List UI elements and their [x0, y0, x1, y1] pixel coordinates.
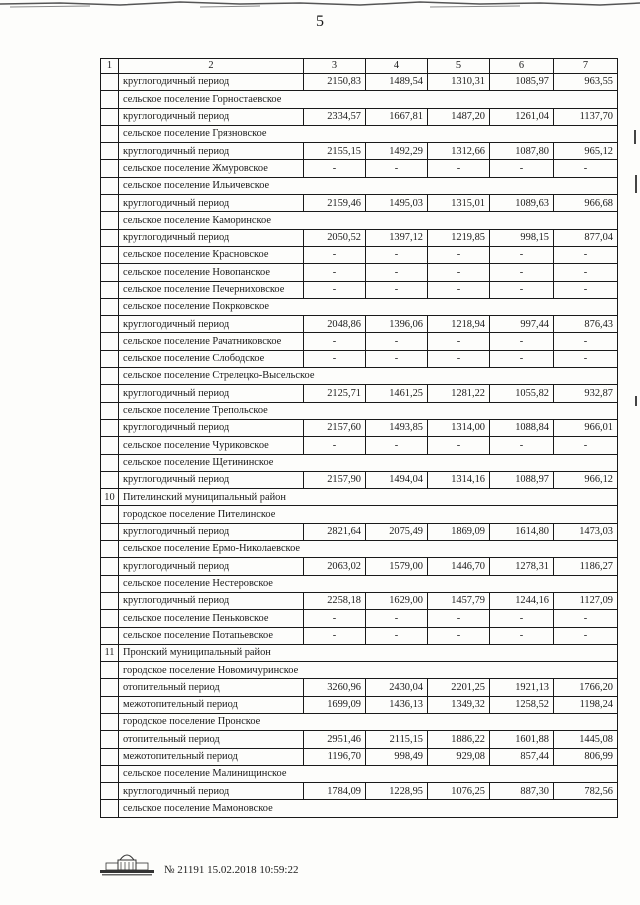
row-number [101, 298, 119, 315]
table-row [101, 679, 618, 696]
scan-mark-right-1 [634, 130, 636, 144]
section-row [101, 177, 618, 194]
row-label: отопительный период [119, 679, 304, 696]
value-cell: - [304, 610, 366, 627]
value-cell: - [554, 627, 618, 644]
row-number [101, 368, 119, 385]
value-cell: 1127,09 [554, 592, 618, 609]
value-cell: 1601,88 [490, 731, 554, 748]
value-cell: - [428, 264, 490, 281]
value-cell: 1921,13 [490, 679, 554, 696]
value-cell: 997,44 [490, 316, 554, 333]
value-cell: - [304, 333, 366, 350]
section-row [101, 125, 618, 142]
section-label: сельское поселение Ермо-Николаевское [119, 541, 618, 558]
row-number [101, 212, 119, 229]
value-cell: - [366, 264, 428, 281]
row-label: сельское поселение Потапьевское [119, 627, 304, 644]
section-row [101, 368, 618, 385]
section-label: Пронский муниципальный район [119, 644, 618, 661]
row-number [101, 91, 119, 108]
row-number [101, 74, 119, 91]
value-cell: 2155,15 [304, 143, 366, 160]
value-cell: 1281,22 [428, 385, 490, 402]
section-label: сельское поселение Мамоновское [119, 800, 618, 817]
value-cell: - [366, 246, 428, 263]
table-row [101, 229, 618, 246]
value-cell: 1446,70 [428, 558, 490, 575]
value-cell: 1196,70 [304, 748, 366, 765]
section-row [101, 489, 618, 506]
value-cell: 1076,25 [428, 783, 490, 800]
row-number [101, 523, 119, 540]
value-cell: 2157,60 [304, 419, 366, 436]
row-label: круглогодичный период [119, 108, 304, 125]
value-cell: 1088,84 [490, 419, 554, 436]
row-label: круглогодичный период [119, 316, 304, 333]
section-label: городское поселение Пронское [119, 713, 618, 730]
value-cell: - [428, 437, 490, 454]
value-cell: 1244,16 [490, 592, 554, 609]
value-cell: 2334,57 [304, 108, 366, 125]
row-number [101, 143, 119, 160]
value-cell: 1261,04 [490, 108, 554, 125]
section-label: сельское поселение Трепольское [119, 402, 618, 419]
value-cell: 1495,03 [366, 195, 428, 212]
row-number [101, 592, 119, 609]
value-cell: 1186,27 [554, 558, 618, 575]
table-row [101, 558, 618, 575]
table-row [101, 316, 618, 333]
section-label: городское поселение Пителинское [119, 506, 618, 523]
value-cell: - [304, 437, 366, 454]
value-cell: 1310,31 [428, 74, 490, 91]
document-registration-id: № 21191 15.02.2018 10:59:22 [164, 864, 299, 876]
value-cell: 1396,06 [366, 316, 428, 333]
value-cell: 1445,08 [554, 731, 618, 748]
value-cell: - [554, 610, 618, 627]
value-cell: 932,87 [554, 385, 618, 402]
value-cell: 998,15 [490, 229, 554, 246]
section-row [101, 298, 618, 315]
section-label: сельское поселение Малинищинское [119, 765, 618, 782]
value-cell: 1055,82 [490, 385, 554, 402]
value-cell: 1314,16 [428, 471, 490, 488]
section-row [101, 800, 618, 817]
value-cell: 806,99 [554, 748, 618, 765]
value-cell: 1228,95 [366, 783, 428, 800]
row-number [101, 610, 119, 627]
row-label: круглогодичный период [119, 195, 304, 212]
value-cell: 1087,80 [490, 143, 554, 160]
section-label: Пителинский муниципальный район [119, 489, 618, 506]
column-header: 4 [366, 59, 428, 74]
row-number [101, 281, 119, 298]
value-cell: 929,08 [428, 748, 490, 765]
value-cell: - [366, 627, 428, 644]
value-cell: 2159,46 [304, 195, 366, 212]
value-cell: - [490, 437, 554, 454]
row-label: круглогодичный период [119, 783, 304, 800]
table-row [101, 74, 618, 91]
row-number [101, 471, 119, 488]
row-label: круглогодичный период [119, 592, 304, 609]
value-cell: 1198,24 [554, 696, 618, 713]
row-label: межотопительный период [119, 748, 304, 765]
value-cell: 965,12 [554, 143, 618, 160]
value-cell: 1315,01 [428, 195, 490, 212]
section-label: сельское поселение Нестеровское [119, 575, 618, 592]
value-cell: - [428, 627, 490, 644]
value-cell: 1258,52 [490, 696, 554, 713]
row-label: сельское поселение Пеньковское [119, 610, 304, 627]
value-cell: - [428, 281, 490, 298]
table-row [101, 783, 618, 800]
value-cell: 1699,09 [304, 696, 366, 713]
table-row [101, 437, 618, 454]
scan-mark-right-3 [635, 396, 637, 406]
value-cell: 2115,15 [366, 731, 428, 748]
column-header: 5 [428, 59, 490, 74]
value-cell: - [366, 281, 428, 298]
section-row [101, 541, 618, 558]
table-row [101, 627, 618, 644]
value-cell: 2157,90 [304, 471, 366, 488]
section-row [101, 662, 618, 679]
value-cell: - [490, 160, 554, 177]
value-cell: - [554, 281, 618, 298]
row-label: отопительный период [119, 731, 304, 748]
value-cell: 857,44 [490, 748, 554, 765]
header-row [101, 59, 618, 74]
value-cell: 1784,09 [304, 783, 366, 800]
row-label: круглогодичный период [119, 523, 304, 540]
value-cell: 966,12 [554, 471, 618, 488]
value-cell: - [554, 333, 618, 350]
row-number [101, 264, 119, 281]
table-row [101, 350, 618, 367]
row-number [101, 748, 119, 765]
value-cell: 1314,00 [428, 419, 490, 436]
row-label: круглогодичный период [119, 385, 304, 402]
table-row [101, 108, 618, 125]
value-cell: 1088,97 [490, 471, 554, 488]
value-cell: - [428, 610, 490, 627]
row-number [101, 437, 119, 454]
value-cell: 2951,46 [304, 731, 366, 748]
row-number [101, 229, 119, 246]
value-cell: 1278,31 [490, 558, 554, 575]
value-cell: - [490, 264, 554, 281]
value-cell: 1493,85 [366, 419, 428, 436]
value-cell: 2258,18 [304, 592, 366, 609]
row-number: 10 [101, 489, 119, 506]
table-row [101, 385, 618, 402]
value-cell: 2201,25 [428, 679, 490, 696]
value-cell: 1397,12 [366, 229, 428, 246]
value-cell: 1489,54 [366, 74, 428, 91]
value-cell: - [554, 437, 618, 454]
table-row [101, 160, 618, 177]
value-cell: 1886,22 [428, 731, 490, 748]
row-number [101, 350, 119, 367]
section-label: сельское поселение Каморинское [119, 212, 618, 229]
value-cell: 1085,97 [490, 74, 554, 91]
row-label: круглогодичный период [119, 74, 304, 91]
row-label: межотопительный период [119, 696, 304, 713]
row-number [101, 679, 119, 696]
table-row [101, 748, 618, 765]
row-label: сельское поселение Жмуровское [119, 160, 304, 177]
tariff-table [100, 58, 618, 818]
page-number: 5 [316, 13, 324, 30]
row-number [101, 696, 119, 713]
section-row [101, 212, 618, 229]
section-label: сельское поселение Грязновское [119, 125, 618, 142]
row-number [101, 731, 119, 748]
row-label: сельское поселение Рачатниковское [119, 333, 304, 350]
row-label: сельское поселение Слободское [119, 350, 304, 367]
row-number [101, 160, 119, 177]
value-cell: 2125,71 [304, 385, 366, 402]
table-body [101, 59, 618, 818]
value-cell: - [554, 246, 618, 263]
table-row [101, 195, 618, 212]
row-label: круглогодичный период [119, 229, 304, 246]
value-cell: 1089,63 [490, 195, 554, 212]
table-row [101, 523, 618, 540]
value-cell: 1349,32 [428, 696, 490, 713]
value-cell: 1218,94 [428, 316, 490, 333]
row-label: сельское поселение Красновское [119, 246, 304, 263]
section-row [101, 454, 618, 471]
section-label: сельское поселение Горностаевское [119, 91, 618, 108]
value-cell: - [490, 610, 554, 627]
value-cell: 963,55 [554, 74, 618, 91]
value-cell: - [304, 246, 366, 263]
section-row [101, 713, 618, 730]
table-row [101, 143, 618, 160]
value-cell: 887,30 [490, 783, 554, 800]
table-row [101, 731, 618, 748]
value-cell: 1436,13 [366, 696, 428, 713]
section-label: сельское поселение Ильичевское [119, 177, 618, 194]
value-cell: - [554, 160, 618, 177]
section-row [101, 402, 618, 419]
section-row [101, 644, 618, 661]
row-label: круглогодичный период [119, 419, 304, 436]
value-cell: - [428, 246, 490, 263]
row-number [101, 662, 119, 679]
value-cell: - [490, 350, 554, 367]
value-cell: 966,68 [554, 195, 618, 212]
section-label: городское поселение Новомичуринское [119, 662, 618, 679]
value-cell: 998,49 [366, 748, 428, 765]
value-cell: - [490, 281, 554, 298]
row-number [101, 316, 119, 333]
row-number [101, 713, 119, 730]
value-cell: 1492,29 [366, 143, 428, 160]
row-number [101, 454, 119, 471]
table-row [101, 592, 618, 609]
value-cell: - [428, 333, 490, 350]
row-number [101, 177, 119, 194]
value-cell: 877,04 [554, 229, 618, 246]
value-cell: 1137,70 [554, 108, 618, 125]
value-cell: - [304, 160, 366, 177]
row-number: 11 [101, 644, 119, 661]
column-header: 3 [304, 59, 366, 74]
row-number [101, 506, 119, 523]
section-label: сельское поселение Щетининское [119, 454, 618, 471]
scan-mark-right-2 [635, 175, 637, 193]
value-cell: - [554, 350, 618, 367]
table-row [101, 246, 618, 263]
value-cell: 1629,00 [366, 592, 428, 609]
row-number [101, 125, 119, 142]
row-number [101, 783, 119, 800]
column-header: 6 [490, 59, 554, 74]
value-cell: - [304, 627, 366, 644]
value-cell: 2430,04 [366, 679, 428, 696]
value-cell: 2075,49 [366, 523, 428, 540]
row-number [101, 419, 119, 436]
value-cell: 2063,02 [304, 558, 366, 575]
value-cell: - [490, 246, 554, 263]
value-cell: 1461,25 [366, 385, 428, 402]
section-row [101, 506, 618, 523]
value-cell: 1869,09 [428, 523, 490, 540]
row-number [101, 800, 119, 817]
row-label: сельское поселение Новопанское [119, 264, 304, 281]
value-cell: 2048,86 [304, 316, 366, 333]
row-number [101, 246, 119, 263]
value-cell: - [366, 333, 428, 350]
value-cell: 3260,96 [304, 679, 366, 696]
table-row [101, 471, 618, 488]
section-row [101, 765, 618, 782]
column-header: 7 [554, 59, 618, 74]
table-row [101, 419, 618, 436]
value-cell: - [304, 264, 366, 281]
row-number [101, 765, 119, 782]
value-cell: 2821,64 [304, 523, 366, 540]
row-number [101, 575, 119, 592]
table-row [101, 610, 618, 627]
section-row [101, 575, 618, 592]
value-cell: - [490, 333, 554, 350]
value-cell: - [490, 627, 554, 644]
government-building-icon [98, 850, 156, 876]
row-number [101, 541, 119, 558]
section-label: сельское поселение Покрковское [119, 298, 618, 315]
value-cell: - [366, 160, 428, 177]
section-label: сельское поселение Стрелецко-Высельское [119, 368, 618, 385]
value-cell: 1312,66 [428, 143, 490, 160]
value-cell: 1667,81 [366, 108, 428, 125]
scan-edge-top [0, 0, 640, 10]
row-number [101, 108, 119, 125]
value-cell: - [554, 264, 618, 281]
row-number [101, 333, 119, 350]
value-cell: - [366, 610, 428, 627]
value-cell: - [428, 160, 490, 177]
value-cell: 1219,85 [428, 229, 490, 246]
row-label: круглогодичный период [119, 143, 304, 160]
value-cell: 782,56 [554, 783, 618, 800]
value-cell: 1579,00 [366, 558, 428, 575]
row-number [101, 627, 119, 644]
value-cell: 1487,20 [428, 108, 490, 125]
row-number [101, 558, 119, 575]
table-row [101, 333, 618, 350]
row-number [101, 385, 119, 402]
value-cell: 966,01 [554, 419, 618, 436]
table-row [101, 264, 618, 281]
column-header: 2 [119, 59, 304, 74]
value-cell: 1457,79 [428, 592, 490, 609]
row-label: сельское поселение Чуриковское [119, 437, 304, 454]
value-cell: 1473,03 [554, 523, 618, 540]
value-cell: 876,43 [554, 316, 618, 333]
table-row [101, 281, 618, 298]
value-cell: 2150,83 [304, 74, 366, 91]
value-cell: 1494,04 [366, 471, 428, 488]
value-cell: - [428, 350, 490, 367]
value-cell: - [366, 350, 428, 367]
value-cell: - [304, 281, 366, 298]
row-number [101, 402, 119, 419]
section-row [101, 91, 618, 108]
value-cell: 2050,52 [304, 229, 366, 246]
row-number [101, 195, 119, 212]
column-header: 1 [101, 59, 119, 74]
value-cell: - [366, 437, 428, 454]
row-label: круглогодичный период [119, 558, 304, 575]
table-row [101, 696, 618, 713]
row-label: сельское поселение Печерниховское [119, 281, 304, 298]
row-label: круглогодичный период [119, 471, 304, 488]
value-cell: 1614,80 [490, 523, 554, 540]
value-cell: 1766,20 [554, 679, 618, 696]
value-cell: - [304, 350, 366, 367]
